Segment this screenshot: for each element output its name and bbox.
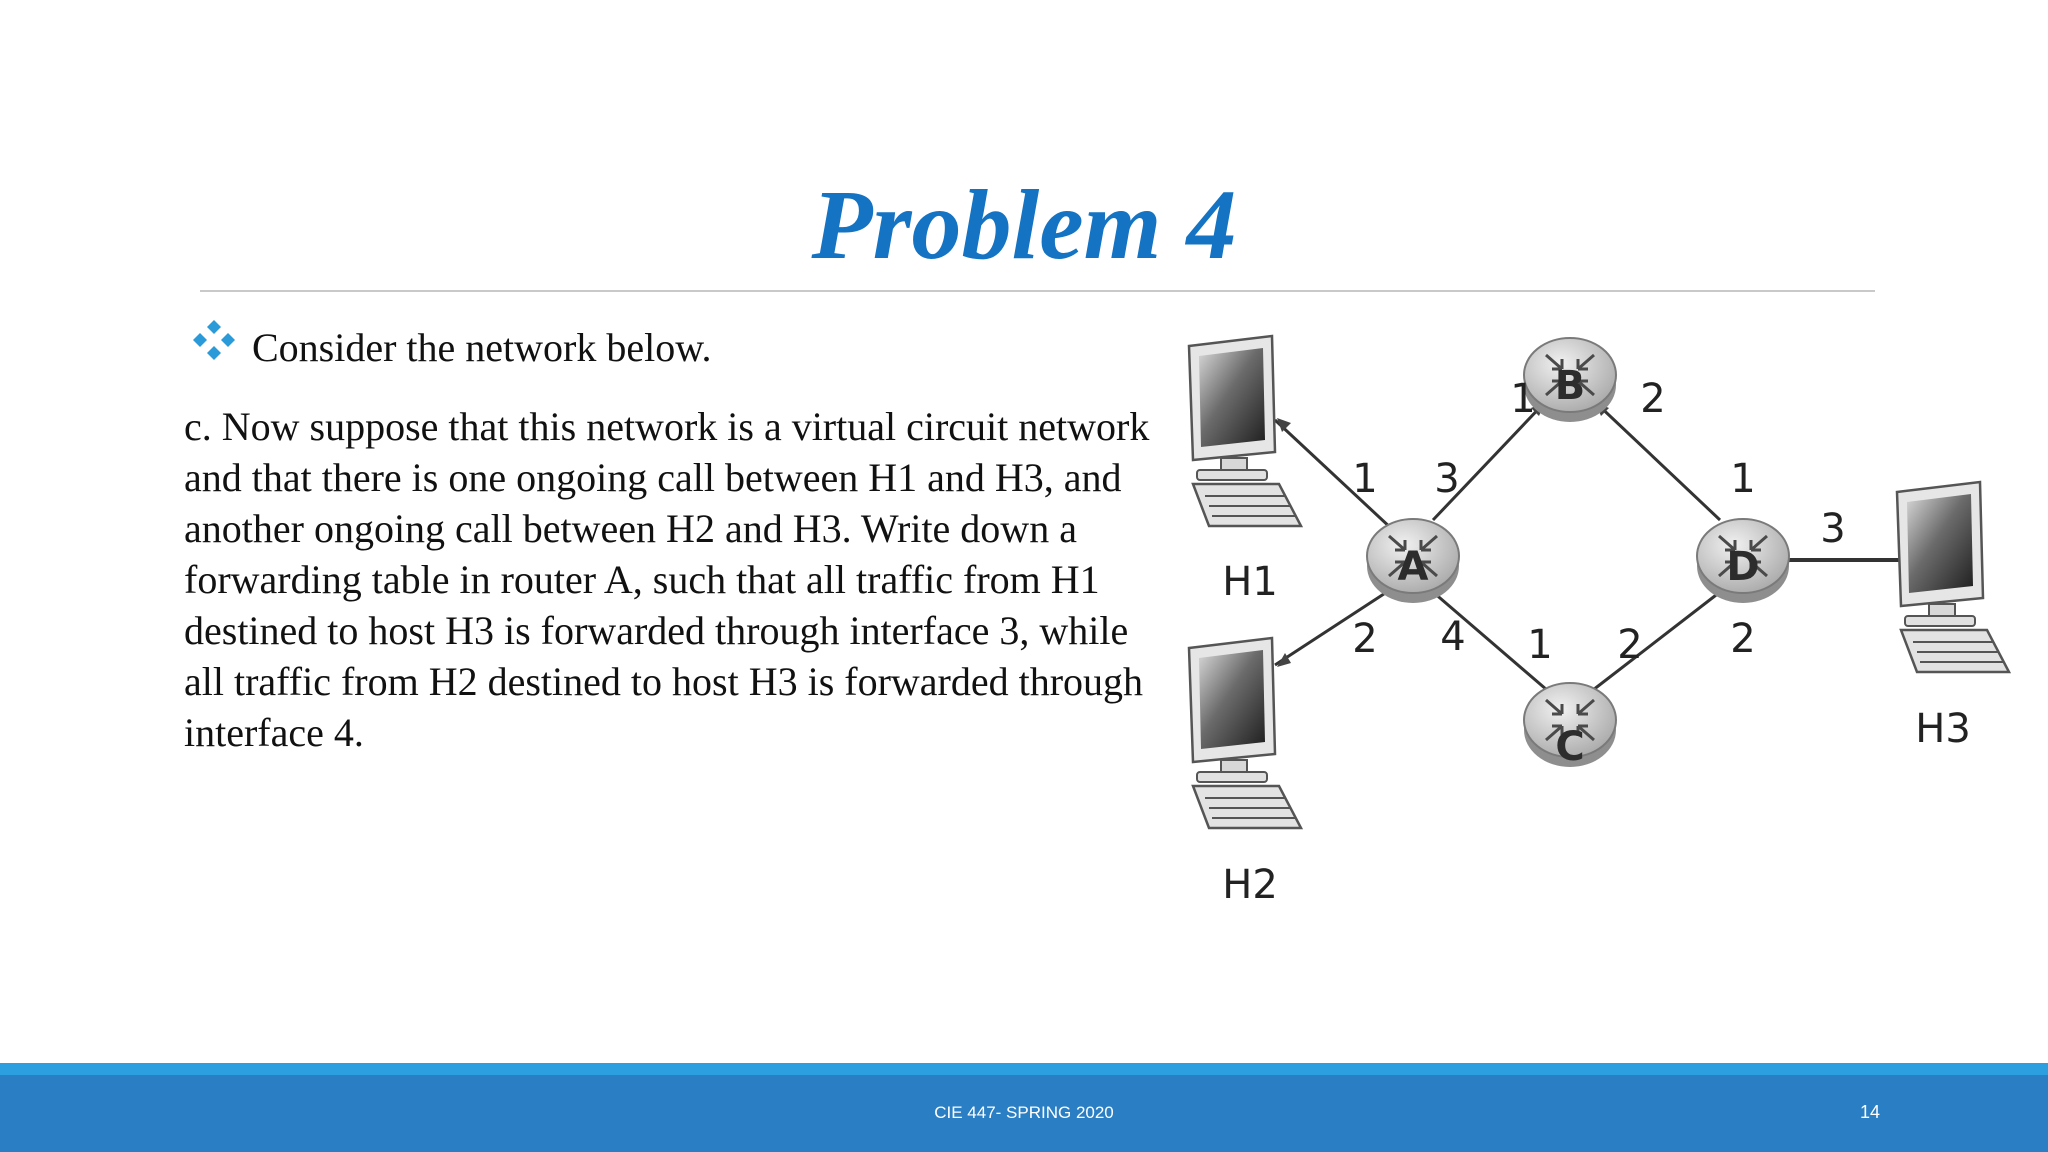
router-b-label: B	[1554, 363, 1586, 409]
interface-a1: 1	[1352, 456, 1378, 502]
host-h3-icon	[1897, 482, 2009, 672]
network-diagram	[1175, 320, 2035, 920]
router-a-label: A	[1397, 544, 1429, 590]
host-h2-icon	[1189, 638, 1301, 828]
interface-a3: 3	[1434, 456, 1460, 502]
interface-d1: 1	[1730, 456, 1756, 502]
footer-accent-strip	[0, 1063, 2048, 1075]
page-number: 14	[1859, 1102, 1880, 1122]
problem-statement: c. Now suppose that this network is a virtual circuit network and that there is one ongoing call between H1 and H3, and another ongoing call between H2 and H3. Write down a forwarding table in router A, such that all traffic from H1 destined to host H3 is forwarded through interface 3, while all traffic from H2 destined to host H3 is forwarded through interface 4.	[184, 404, 1150, 755]
host-h3-label: H3	[1915, 706, 1971, 752]
host-h1-icon	[1189, 336, 1301, 526]
link-c-d	[1593, 592, 1720, 690]
interface-a2: 2	[1352, 616, 1378, 662]
interface-d2: 2	[1730, 616, 1756, 662]
bullet-text: Consider the network below.	[252, 325, 712, 370]
diamond-cluster-icon	[190, 318, 238, 366]
slide-title: Problem 4	[811, 169, 1237, 280]
interface-d3: 3	[1820, 506, 1846, 552]
interface-c1: 1	[1527, 622, 1553, 668]
host-h1-label: H1	[1222, 559, 1278, 605]
interface-b1: 1	[1510, 376, 1536, 422]
router-d-label: D	[1726, 544, 1760, 590]
footer-course: CIE 447- SPRING 2020	[934, 1103, 1114, 1122]
router-c-label: C	[1555, 724, 1585, 770]
interface-c2: 2	[1617, 622, 1643, 668]
title-divider	[200, 290, 1875, 292]
interface-b2: 2	[1640, 376, 1666, 422]
interface-a4: 4	[1440, 614, 1466, 660]
host-h2-label: H2	[1222, 862, 1278, 908]
footer-bar	[0, 1075, 2048, 1152]
